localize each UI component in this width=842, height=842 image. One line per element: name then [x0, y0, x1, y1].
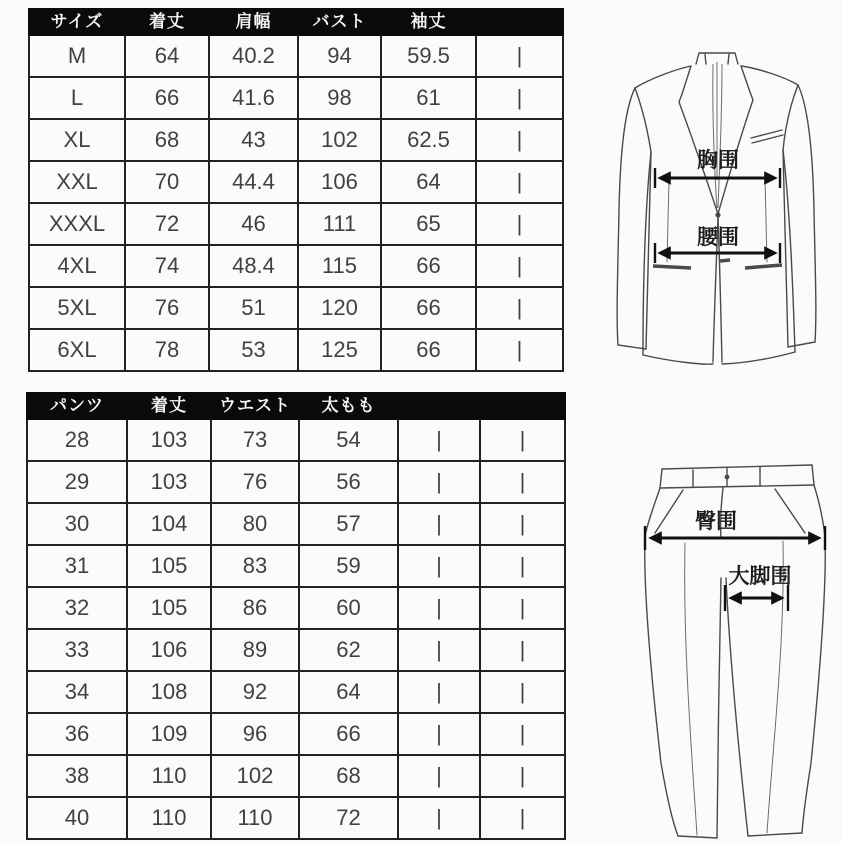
table-cell: | — [476, 203, 563, 245]
thigh-label: 大脚围 — [728, 565, 792, 588]
table-cell: 102 — [298, 119, 381, 161]
table-cell: | — [480, 419, 565, 461]
table-cell: 83 — [211, 545, 299, 587]
table-cell: XXXL — [29, 203, 125, 245]
table-cell: | — [476, 35, 563, 77]
table-cell: 66 — [381, 245, 476, 287]
table-cell: 104 — [127, 503, 211, 545]
jacket-measurement-diagram — [593, 40, 842, 380]
thigh-measure-arrow — [725, 585, 788, 611]
column-header: サイズ — [29, 9, 125, 35]
table-cell: 109 — [127, 713, 211, 755]
table-cell: 51 — [209, 287, 298, 329]
table-cell: 76 — [125, 287, 209, 329]
table-row — [27, 587, 565, 629]
table-cell: 111 — [298, 203, 381, 245]
table-cell: 89 — [211, 629, 299, 671]
table-cell: 66 — [381, 287, 476, 329]
table-cell: 56 — [299, 461, 398, 503]
table-cell: 76 — [211, 461, 299, 503]
table-cell: | — [480, 713, 565, 755]
chest-label: 胸围 — [697, 149, 739, 172]
table-cell: 48.4 — [209, 245, 298, 287]
table-cell: 40 — [27, 797, 127, 839]
table-cell: | — [476, 329, 563, 371]
table-cell: | — [398, 755, 480, 797]
table-cell: 102 — [211, 755, 299, 797]
table-cell: | — [476, 287, 563, 329]
table-cell: 59.5 — [381, 35, 476, 77]
jacket-lining-lines-icon — [713, 62, 722, 208]
table-cell: 68 — [299, 755, 398, 797]
table-cell: 30 — [27, 503, 127, 545]
column-header: パンツ — [27, 393, 127, 419]
table-cell: 57 — [299, 503, 398, 545]
column-header: ウエスト — [211, 393, 299, 419]
table-cell: | — [480, 545, 565, 587]
table-cell: 68 — [125, 119, 209, 161]
column-header: 太もも — [299, 393, 398, 419]
pants-size-table — [26, 392, 566, 840]
table-cell: 33 — [27, 629, 127, 671]
table-cell: 31 — [27, 545, 127, 587]
table-cell: 43 — [209, 119, 298, 161]
table-cell: 5XL — [29, 287, 125, 329]
table-cell: | — [398, 461, 480, 503]
column-header: バスト — [298, 9, 381, 35]
table-cell: 44.4 — [209, 161, 298, 203]
table-cell: 59 — [299, 545, 398, 587]
table-row — [27, 797, 565, 839]
table-cell: 125 — [298, 329, 381, 371]
table-row — [29, 287, 563, 329]
table-cell: | — [476, 77, 563, 119]
table-row — [27, 461, 565, 503]
pants-measurement-diagram — [615, 443, 842, 842]
table-cell: 105 — [127, 587, 211, 629]
table-cell: 46 — [209, 203, 298, 245]
table-cell: 36 — [27, 713, 127, 755]
table-cell: 66 — [381, 329, 476, 371]
table-row — [29, 161, 563, 203]
table-cell: 62.5 — [381, 119, 476, 161]
column-header — [398, 393, 480, 419]
table-cell: 110 — [127, 755, 211, 797]
table-cell: 80 — [211, 503, 299, 545]
table-cell: 29 — [27, 461, 127, 503]
table-cell: | — [398, 671, 480, 713]
table-cell: L — [29, 77, 125, 119]
column-header — [480, 393, 565, 419]
column-header: 袖丈 — [381, 9, 476, 35]
table-cell: 60 — [299, 587, 398, 629]
table-cell: | — [398, 713, 480, 755]
table-cell: 96 — [211, 713, 299, 755]
table-row — [29, 245, 563, 287]
table-cell: | — [476, 161, 563, 203]
table-cell: XL — [29, 119, 125, 161]
pants-button-icon — [725, 475, 730, 480]
table-cell: | — [398, 503, 480, 545]
table-row — [27, 419, 565, 461]
table-row — [29, 77, 563, 119]
table-row — [27, 629, 565, 671]
column-header — [476, 9, 563, 35]
table-cell: 64 — [381, 161, 476, 203]
table-cell: | — [398, 419, 480, 461]
table-cell: 61 — [381, 77, 476, 119]
table-cell: XXL — [29, 161, 125, 203]
table-cell: 32 — [27, 587, 127, 629]
table-row — [29, 329, 563, 371]
table-cell: 62 — [299, 629, 398, 671]
pants-table-body — [27, 419, 565, 839]
table-cell: 103 — [127, 461, 211, 503]
table-row — [29, 203, 563, 245]
jacket-button-icon — [715, 212, 720, 217]
table-cell: 64 — [125, 35, 209, 77]
table-cell: 4XL — [29, 245, 125, 287]
table-cell: M — [29, 35, 125, 77]
hip-label: 臀围 — [695, 510, 737, 533]
table-cell: 72 — [125, 203, 209, 245]
table-cell: | — [480, 755, 565, 797]
table-cell: 94 — [298, 35, 381, 77]
table-cell: 70 — [125, 161, 209, 203]
table-cell: 110 — [211, 797, 299, 839]
table-cell: 98 — [298, 77, 381, 119]
pants-sketch — [615, 443, 842, 842]
table-cell: 120 — [298, 287, 381, 329]
table-cell: | — [480, 503, 565, 545]
table-cell: 86 — [211, 587, 299, 629]
jacket-sketch — [593, 40, 842, 380]
table-cell: | — [398, 545, 480, 587]
table-row — [27, 713, 565, 755]
table-cell: 92 — [211, 671, 299, 713]
table-cell: 72 — [299, 797, 398, 839]
table-cell: 65 — [381, 203, 476, 245]
table-cell: 6XL — [29, 329, 125, 371]
table-cell: 110 — [127, 797, 211, 839]
jacket-pocket-lines-icon — [653, 260, 782, 268]
table-cell: 105 — [127, 545, 211, 587]
table-cell: 34 — [27, 671, 127, 713]
column-header: 着丈 — [127, 393, 211, 419]
pants-table-header-row — [27, 393, 565, 419]
table-cell: 53 — [209, 329, 298, 371]
table-cell: 38 — [27, 755, 127, 797]
table-cell: | — [476, 245, 563, 287]
table-row — [27, 755, 565, 797]
table-row — [29, 119, 563, 161]
table-cell: 78 — [125, 329, 209, 371]
table-cell: | — [398, 629, 480, 671]
table-row — [27, 545, 565, 587]
jacket-table-header-row — [29, 9, 563, 35]
table-cell: 66 — [299, 713, 398, 755]
table-cell: | — [480, 797, 565, 839]
table-cell: 41.6 — [209, 77, 298, 119]
column-header: 着丈 — [125, 9, 209, 35]
table-cell: 108 — [127, 671, 211, 713]
table-cell: 28 — [27, 419, 127, 461]
jacket-size-table — [28, 8, 564, 372]
table-cell: 103 — [127, 419, 211, 461]
table-cell: 106 — [298, 161, 381, 203]
table-cell: 74 — [125, 245, 209, 287]
jacket-waist-label: 腰围 — [697, 226, 739, 249]
table-cell: | — [480, 461, 565, 503]
table-row — [27, 671, 565, 713]
jacket-table-body — [29, 35, 563, 371]
table-cell: 66 — [125, 77, 209, 119]
table-cell: 73 — [211, 419, 299, 461]
table-row — [27, 503, 565, 545]
table-cell: 106 — [127, 629, 211, 671]
table-cell: | — [398, 797, 480, 839]
table-cell: 64 — [299, 671, 398, 713]
column-header: 肩幅 — [209, 9, 298, 35]
table-cell: | — [480, 587, 565, 629]
table-cell: | — [398, 587, 480, 629]
table-cell: | — [480, 671, 565, 713]
table-cell: | — [476, 119, 563, 161]
table-cell: 54 — [299, 419, 398, 461]
table-cell: 115 — [298, 245, 381, 287]
table-cell: 40.2 — [209, 35, 298, 77]
table-cell: | — [480, 629, 565, 671]
table-row — [29, 35, 563, 77]
